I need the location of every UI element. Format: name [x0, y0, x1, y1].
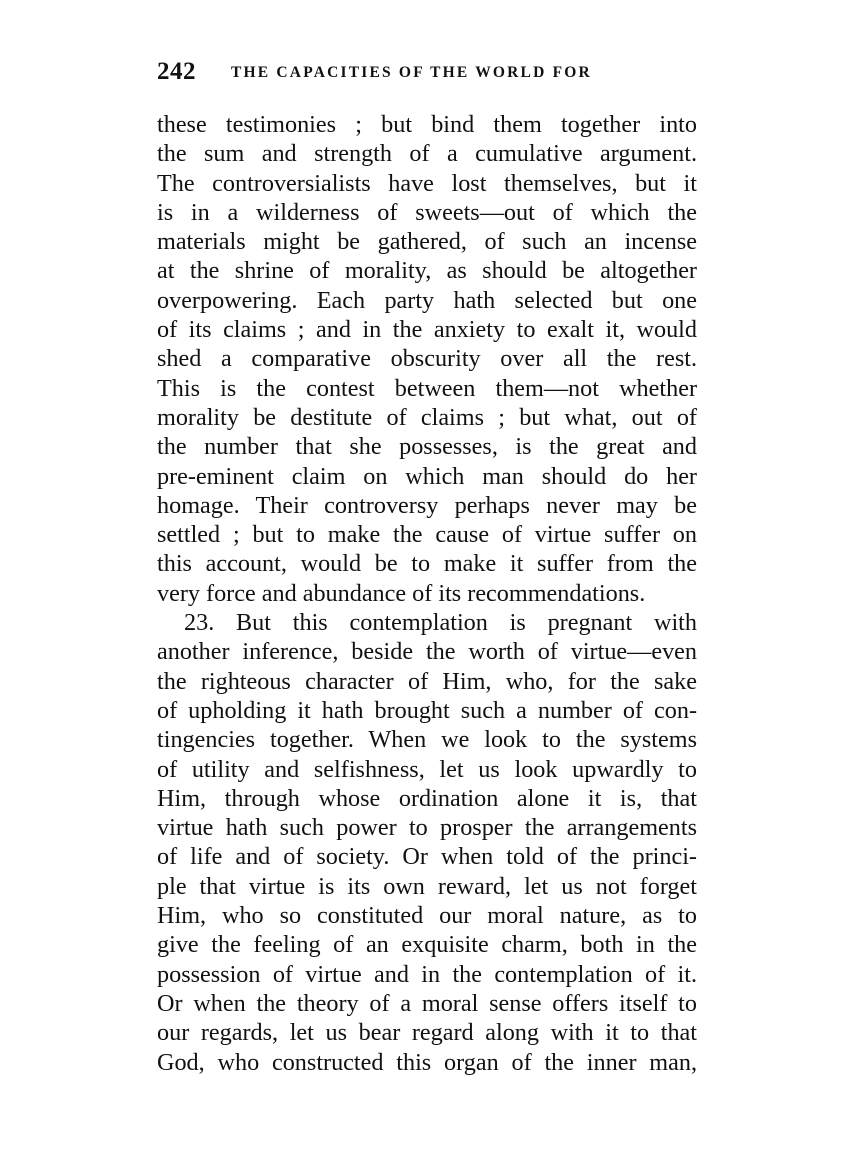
text-line: our regards, let us bear regard along with it to that	[157, 1019, 697, 1047]
text-line: overpowering. Each party hath selected but one	[157, 286, 697, 314]
text-line: very force and abundance of its recommendations.	[157, 579, 646, 607]
text-line: The controversialists have lost themselves, but it	[157, 169, 697, 197]
text-line: Him, who so constituted our moral nature, as to	[157, 902, 697, 930]
text-line: virtue hath such power to prosper the arrangements	[157, 814, 697, 842]
text-line: This is the contest between them—not whether	[157, 374, 697, 402]
text-line: ple that virtue is its own reward, let us not forget	[157, 872, 697, 900]
text-line: another inference, beside the worth of virtue—even	[157, 638, 697, 666]
text-line: Or when the theory of a moral sense offers itself to	[157, 989, 697, 1017]
text-line: of upholding it hath brought such a number of con-	[157, 696, 697, 724]
text-line: possession of virtue and in the contemplation of it.	[157, 960, 697, 988]
text-line: 23. But this contemplation is pregnant with	[184, 609, 697, 637]
text-line: the righteous character of Him, who, for the sake	[157, 667, 697, 695]
text-line: materials might be gathered, of such an incense	[157, 228, 697, 256]
text-line: of utility and selfishness, let us look upwardly to	[157, 755, 697, 783]
text-line: of its claims ; and in the anxiety to exalt it, would	[157, 316, 697, 344]
body-text	[157, 110, 697, 1077]
running-head: THE CAPACITIES OF THE WORLD FOR	[231, 64, 592, 81]
page-number: 242	[157, 58, 196, 85]
text-line: shed a comparative obscurity over all the rest.	[157, 345, 697, 373]
text-line: give the feeling of an exquisite charm, both in the	[157, 931, 697, 959]
text-line: pre-eminent claim on which man should do her	[157, 462, 697, 490]
text-line: tingencies together. When we look to the systems	[157, 726, 697, 754]
text-line: is in a wilderness of sweets—out of which the	[157, 198, 697, 226]
text-line: the number that she possesses, is the great and	[157, 433, 697, 461]
text-line: Him, through whose ordination alone it is, that	[157, 784, 697, 812]
text-line: settled ; but to make the cause of virtue suffer on	[157, 521, 697, 549]
text-line: these testimonies ; but bind them together into	[157, 111, 697, 138]
text-line: homage. Their controversy perhaps never may be	[157, 491, 697, 519]
text-line: the sum and strength of a cumulative argument.	[157, 140, 697, 168]
text-line: morality be destitute of claims ; but what, out of	[157, 403, 697, 431]
page-header	[157, 58, 697, 92]
text-line: at the shrine of morality, as should be altogether	[157, 257, 697, 285]
text-line: of life and of society. Or when told of the princi-	[157, 843, 697, 871]
text-line: God, who constructed this organ of the inner man,	[157, 1048, 697, 1076]
text-line: this account, would be to make it suffer from the	[157, 550, 697, 578]
